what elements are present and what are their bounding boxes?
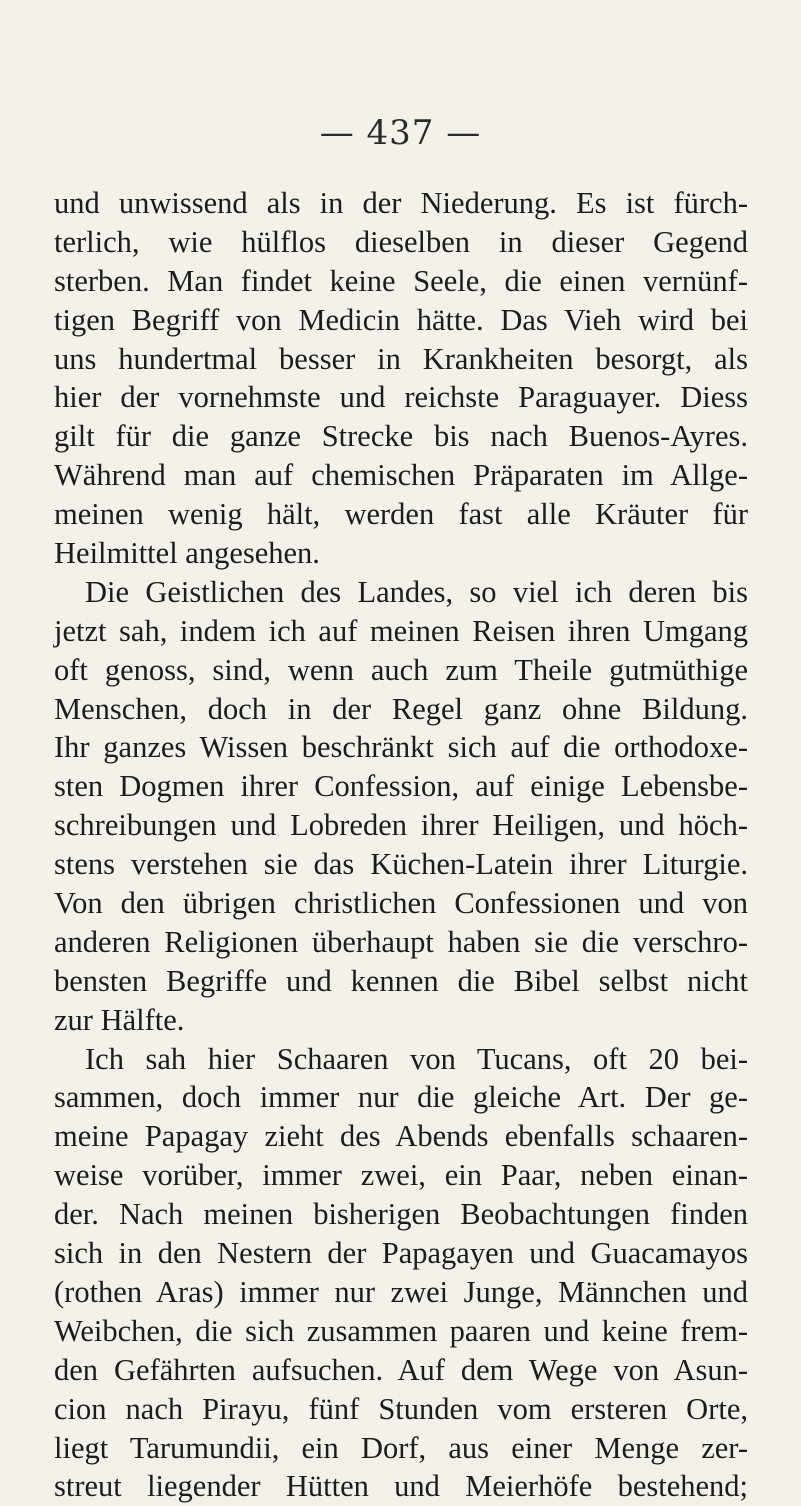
text-line: anderen Religionen überhaupt haben sie die verschro- [54, 924, 748, 959]
text-line: sammen, doch immer nur die gleiche Art. Der ge- [54, 1080, 748, 1115]
text-line: stens verstehen sie das Küchen-Latein ihrer Liturgie. [54, 847, 748, 882]
text-line: meinen wenig hält, werden fast alle Kräuter für [54, 497, 748, 532]
text-line: Menschen, doch in der Regel ganz ohne Bildung. [54, 691, 748, 726]
text-line: sich in den Nestern der Papagayen und Guacamayos [54, 1236, 748, 1271]
text-line: Ihr ganzes Wissen beschränkt sich auf die orthodoxe- [54, 730, 748, 765]
text-line: hier der vornehmste und reichste Paraguayer. Diess [54, 380, 748, 415]
text-line: bensten Begriffe und kennen die Bibel selbst nicht [54, 963, 748, 998]
text-line: zur Hälfte. [54, 1002, 185, 1037]
text-line: gilt für die ganze Strecke bis nach Buenos-Ayres. [54, 419, 748, 454]
text-line: cion nach Pirayu, fünf Stunden vom ersteren Orte, [54, 1391, 748, 1426]
text-line: oft genoss, sind, wenn auch zum Theile gutmüthige [54, 652, 748, 687]
paragraph-start-line: Die Geistlichen des Landes, so viel ich deren bis [85, 574, 748, 609]
text-line: schreibungen und Lobreden ihrer Heiligen, und höch- [54, 808, 748, 843]
text-line: sterben. Man findet keine Seele, die einen vernünf- [54, 263, 748, 298]
text-line: der. Nach meinen bisherigen Beobachtungen finden [54, 1197, 748, 1232]
text-line: weise vorüber, immer zwei, ein Paar, neben einan- [54, 1158, 748, 1193]
text-line: Während man auf chemischen Präparaten im Allge- [54, 458, 748, 493]
text-line: meine Papagay zieht des Abends ebenfalls schaaren- [54, 1119, 748, 1154]
text-line: terlich, wie hülflos dieselben in dieser Gegend [54, 224, 748, 259]
text-line: (rothen Aras) immer nur zwei Junge, Männchen und [54, 1274, 748, 1309]
text-line: Heilmittel angesehen. [54, 536, 320, 571]
page-number: — 437 — [319, 113, 482, 153]
text-line: jetzt sah, indem ich auf meinen Reisen ihren Umgang [54, 613, 748, 648]
text-line: uns hundertmal besser in Krankheiten besorgt, als [54, 341, 748, 376]
paragraph-start-line: Ich sah hier Schaaren von Tucans, oft 20 bei- [85, 1041, 748, 1076]
text-line: tigen Begriff von Medicin hätte. Das Vieh wird bei [54, 302, 748, 337]
text-line: sten Dogmen ihrer Confession, auf einige Lebensbe- [54, 769, 748, 804]
text-line: den Gefährten aufsuchen. Auf dem Wege von Asun- [54, 1352, 748, 1387]
text-line: streut liegender Hütten und Meierhöfe bestehend; [54, 1469, 748, 1504]
text-line: Von den übrigen christlichen Confessionen und von [54, 886, 748, 921]
text-line: liegt Tarumundii, ein Dorf, aus einer Menge zer- [54, 1430, 748, 1465]
text-line: Weibchen, die sich zusammen paaren und keine frem- [54, 1313, 748, 1348]
text-line: und unwissend als in der Niederung. Es ist fürch- [54, 186, 748, 220]
body-text [54, 184, 748, 1506]
